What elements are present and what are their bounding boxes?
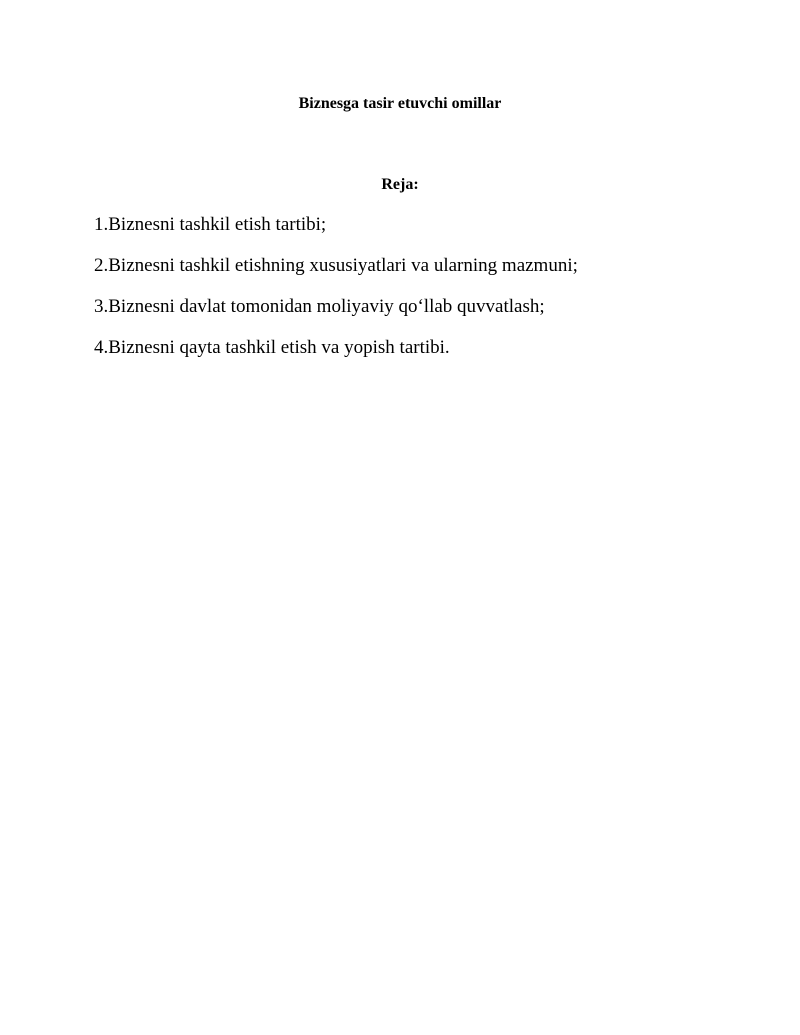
plan-list (94, 212, 744, 376)
plan-item-4: 4.Biznesni qayta tashkil etish va yopish tartibi. (94, 337, 450, 358)
plan-item-3: 3.Biznesni davlat tomonidan moliyaviy qo‘llab quvvatlash; (94, 296, 545, 317)
plan-heading: Reja: (381, 176, 419, 193)
document-title: Biznesga tasir etuvchi omillar (298, 95, 502, 112)
plan-item-2: 2.Biznesni tashkil etishning xususiyatlari va ularning mazmuni; (94, 255, 578, 276)
plan-item-1: 1.Biznesni tashkil etish tartibi; (94, 214, 327, 235)
